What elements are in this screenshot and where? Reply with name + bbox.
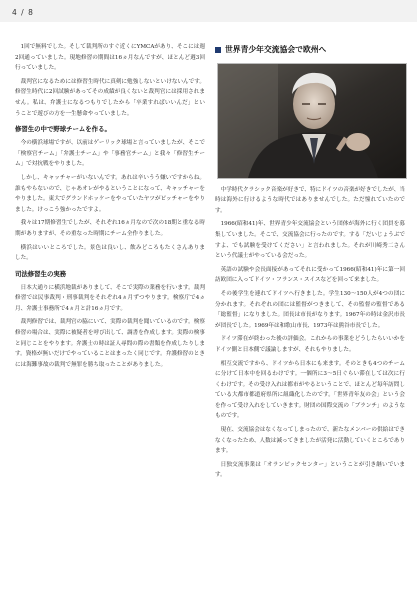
paragraph: 英語の試験や会長面接があってそれに受かって1966(昭和41)年に第一回訪欧団に入ってドイツ・フランス・スイスなどを回って来ました。: [215, 266, 405, 284]
paragraph: 現在、交流協会はなくなってしまったので、新たなメンバーの供給はできなくなったため、人数は減ってきましたが活発に活動していくところであります。: [215, 427, 405, 455]
paragraph: 今の横浜球場ですが、以前はゲーリック球場と言っていましたが、そこで「検察官チーム」「弁護士チーム」や「事務官チーム」と我々「修習生チーム」で対抗戦をやりました。: [15, 140, 205, 168]
paragraph: 相互交流ですから、ドイツから日本にも来ます。そのときも4つのチームに分けて日本中を回るわけです。一個所に3〜5日ぐらい滞在しては次に行くわけです。その受け入れは都市がやるということで、ほとんど毎年訪問している大都市都道府県所に組織化したのです。「世界青年友の会」という会を作って受け入れをしていきます。財団の国際交流の「ブランチ」のようなものです。: [215, 360, 405, 420]
paragraph: 中学時代クラシック音楽が好きで、特にドイツの音楽が好きでしたが、当時は海外に行けるような時代ではありませんでした。ただ憧れていたのです。: [215, 186, 405, 214]
paragraph: 1966(昭和41)年、世界青少年交流協会という団体が海外に行く団員を募集していました。そこで、交流協会に行ったのです。する「だいじょうぶですよ、でも試験を受けてください」と言われました。それが川崎秀二さんという代議士がやっている会だった。: [215, 221, 405, 260]
right-column: [215, 45, 405, 484]
paragraph: しかし、キャッチャーがいないんです。あれは辛いうう嫌いですからね。誰もやらないので、じゃあオレがやるということになって、キャッチャーをやりました。東大でグランドホッケーをやっていたヤツがピッチャーをやりました。けっこう強かったですよ。: [15, 174, 205, 213]
paragraph: 横浜はいいところでした。景色は良いし、飲みどころもたくさんありました。: [15, 244, 205, 262]
subheading: 修習生の中で野球チームを作る。: [15, 125, 111, 134]
paragraph: 我々は17期修習生でしたが、それぞれ16ヵ月なので次の18期と重なる時期がありますが、その重なった時期にチーム全作りました。: [15, 220, 205, 237]
paragraph: その後学生を連れてドイツへ行きました。学生130〜150人が4つの団に分かれます。それぞれの団には監督がつきまして、その監督の監督である「総監督」になりました。団長は市長がなります。1967年の時は金沢市長が団長でした。1969年は和歌山市長、1973年は熊谷市長でした。: [215, 290, 405, 329]
right-column-body: [215, 185, 405, 481]
left-column: [15, 42, 205, 373]
page-header: [0, 0, 417, 22]
paragraph: 日本大通りに横浜地裁がありまして、そこで実際の業務を行います。裁判修習では民事裁判・刑事裁判をそれぞれ4ヵ月ずつやります。検察庁で4ヵ月、弁護士事務所で4ヵ月と計16ヵ月です。: [15, 284, 205, 312]
paragraph: 裁判修習では、裁判官の脇にいて、実際の裁判を聞いているのです。検察修習の場合は、実際に被疑者を呼び出して、調書を作成します。実際の検事と同じことをやります。弁護士の時は証人尋問の際の書類を作成したりします。資格が無いだけでやっていることはまったく同じです。弁護修習のときには海難事故の裁判で無罪を勝ち取ったことがありました。: [15, 319, 205, 368]
portrait-photo: [217, 63, 407, 179]
portrait-illustration: [218, 64, 406, 178]
paragraph: 裁判官になるためには修習生時代に真剣に勉強しないといけないんです。修習生時代に2回試験があってその成績が良くないと裁判官には採用されません。私は、弁護士になるつもりでしたから「卒業すればいいんだ」ということで遊びの方を一生懸命やっていました。: [15, 78, 205, 117]
section-title: [215, 45, 405, 56]
section-title-text: 世界青少年交流協会で欧州へ: [225, 45, 327, 54]
paragraph: 1回で無料でした。そして裁判所のすぐ近くにYMCAがあり、そこには週2回通っていました。現地修習の期間は16ヵ月なんですが、ほとんど週3回行っていました。: [15, 44, 205, 72]
page-number: 4 / 8: [12, 8, 34, 17]
subheading: 司法修習生の実務: [15, 269, 67, 278]
square-bullet-icon: [215, 47, 221, 53]
paragraph: ドイツ滞在が終わった後の評価会。これからの事業をどうしたらいいかをドイツ側と日本側で議論しますが、それもやりました。: [215, 336, 405, 353]
paragraph: 日独交流事業は「オランピックセンター」ということが引き継いでいます。: [215, 461, 405, 479]
